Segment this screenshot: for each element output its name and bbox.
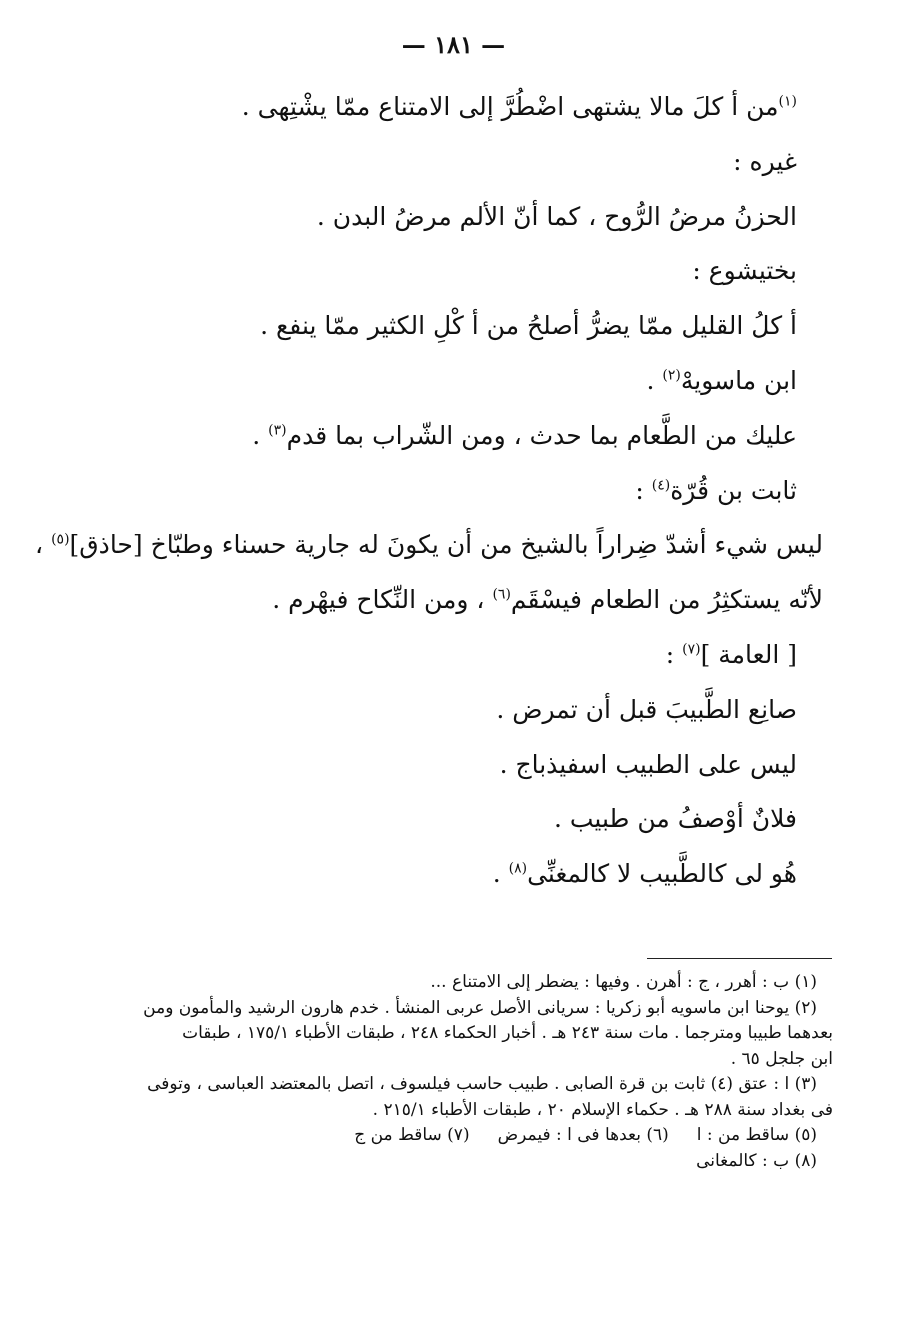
section-heading: غيره :	[733, 146, 797, 176]
text-line: فلانٌ أوْصفُ من طبيب .	[553, 804, 797, 834]
footnote: (٥) ساقط من : ا	[696, 1125, 817, 1145]
footnote: (١) ب : أهرر ، ج : أهرن . وفيها : يضطر إلى الامتناع ...	[430, 972, 817, 992]
section-heading: بختيشوع :	[692, 256, 797, 286]
footnote-continuation: بعدهما طبيبا ومترجما . مات سنة ٢٤٣ هـ . أخبار الحكماء ٢٤٨ ، طبقات الأطباء ١٧٥/١ ، طبقات	[182, 1023, 833, 1043]
footnote-ref: (٢)	[662, 367, 681, 384]
footnote: (٦) بعدها فى ا : فيمرض	[497, 1125, 669, 1145]
text-line: ليس على الطبيب اسفيذباج .	[499, 749, 797, 779]
text-line: عليك من الطَّعام بما حدث ، ومن الشّراب بما قدم$^{(٣)}$ .	[252, 420, 797, 450]
footnote-separator	[647, 958, 832, 959]
footnote: (٣) ا : عتق (٤) ثابت بن قرة الصابى . طبيب حاسب فيلسوف ، اتصل بالمعتضد العباسى ، وتوفى	[147, 1074, 817, 1094]
section-heading: [ العامة ]$^{(٧)}$ :	[665, 639, 797, 669]
footnote-row	[101, 1123, 817, 1149]
section-heading: ابن ماسويهْ$^{(٢)}$ .	[646, 365, 797, 395]
footnote-ref: (٧)	[682, 641, 701, 658]
footnote-ref: (٦)	[492, 586, 511, 603]
text-line: هُو لى كالطَّبيب لا كالمغنِّى$^{(٨)}$ .	[492, 859, 797, 889]
footnote-ref: (٣)	[268, 422, 287, 439]
text-line: $^{(١)}$من أ كلَ مالا يشتهى اضْطُرَّ إلى الامتناع ممّا يشْتِهى .	[241, 92, 797, 121]
page-number: — ١٨١ —	[401, 30, 506, 59]
footnote-ref: (٥)	[51, 532, 70, 549]
footnotes	[101, 970, 833, 1174]
text-line: ليس شيء أشدّ ضِراراً بالشيخ من أن يكونَ له جارية حسناء وطبّاخ [حاذق]$^{(٥)}$ ،	[35, 530, 823, 560]
section-heading: ثابت بن قُرّة$^{(٤)}$ :	[635, 475, 797, 505]
text-line: صانِع الطَّبيبَ قبل أن تمرض .	[496, 694, 797, 724]
footnote-ref: (٤)	[651, 477, 671, 494]
footnote-ref: (٨)	[508, 860, 528, 877]
footnote-continuation: ابن جلجل ٦٥ .	[730, 1048, 833, 1069]
footnote-continuation: فى بغداد سنة ٢٨٨ هـ . حكماء الإسلام ٢٠ ، طبقات الأطباء ٢١٥/١ .	[372, 1099, 833, 1120]
footnote-ref: (١)	[778, 93, 797, 110]
text-line: أ كلُ القليل ممّا يضرُّ أصلحُ من أ كْلِ الكثير ممّا ينفع .	[260, 311, 797, 341]
text-line: لأنّه يستكثِرُ من الطعام فيسْقَم$^{(٦)}$ ، ومن النِّكاح فيهْرم .	[272, 585, 823, 615]
footnote: (٧) ساقط من ج	[354, 1125, 470, 1145]
main-text	[35, 92, 823, 914]
text-line: الحزنُ مرضُ الرُّوح ، كما أنّ الألم مرضُ البدن .	[316, 201, 797, 231]
footnote: (٨) ب : كالمغانى	[696, 1150, 817, 1171]
footnote: (٢) يوحنا ابن ماسويه أبو زكريا : سريانى الأصل عربى المنشأ . خدم هارون الرشيد والمأمون ومن	[143, 997, 817, 1018]
